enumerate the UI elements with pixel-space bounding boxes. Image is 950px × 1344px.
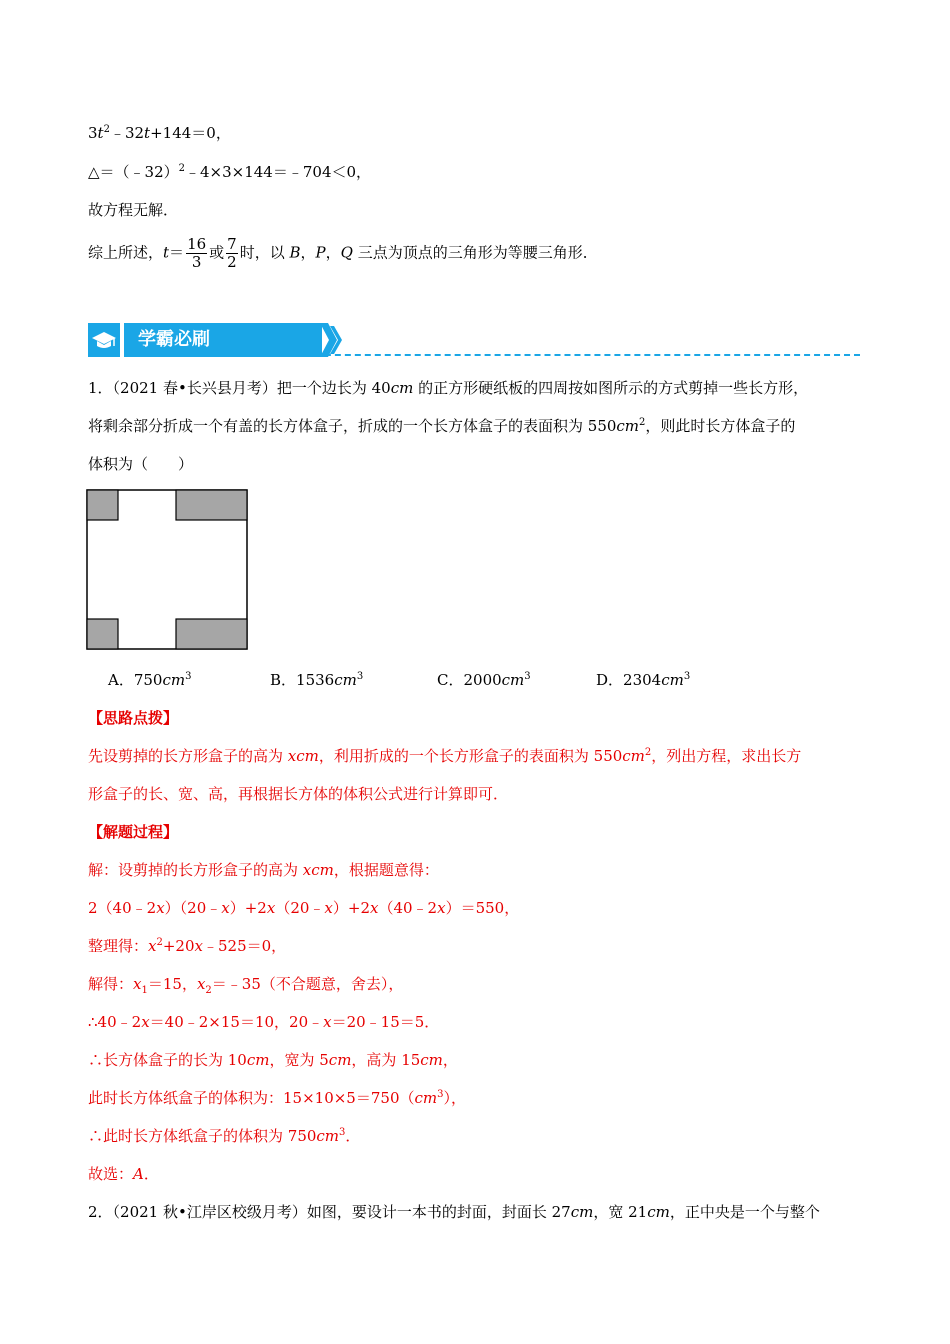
solution-line-6: ∴长方体盒子的长为 10cm，宽为 5cm，高为 15cm， [88,1051,458,1069]
cut-rect-top-left [87,490,118,520]
cut-rect-bottom-right [176,619,247,649]
question-1-line-2: 将剩余部分折成一个有盖的长方体盒子，折成的一个长方体盒子的表面积为 $550cm^2$，则此时长方体盒子的 [88,417,796,435]
graduation-cap-icon [88,323,120,357]
hint-line-2: 形盒子的长、宽、高，再根据长方体的体积公式进行计算即可． [88,785,509,803]
equation-line: $3t^2﹣32t+144=0$， [88,124,231,142]
solution-line-5: ∴40﹣2x＝40﹣2×15＝10，20﹣x＝20﹣15＝5． [88,1013,440,1031]
option-a[interactable]: A．$750cm^3$ [108,671,192,689]
question-2-line-1: 2．（2021 秋•江岸区校级月考）如图，要设计一本书的封面，封面长 27cm，宽 21cm，正中央是一个与整个 [88,1203,820,1221]
solution-line-4: 解得：$x_1=15$，$x_2=﹣35$（不合题意，舍去）， [88,975,404,996]
cardboard-cutout-figure [86,489,250,651]
fraction-7-2: $\frac{7}{2}$ [227,235,237,271]
banner-title: 学霸必刷 [124,323,322,357]
solution-line-9: 故选：A． [88,1165,159,1183]
question-1-line-1: 1．（2021 春•长兴县月考）把一个边长为 40cm 的正方形硬纸板的四周按如图所示的方式剪掉一些长方形， [88,379,809,397]
chevron-right-icon [320,323,346,357]
cut-rect-top-right [176,490,247,520]
banner-dashed-rule [255,354,860,356]
option-b[interactable]: B．$1536cm^3$ [270,671,364,689]
solution-line-1: 解：设剪掉的长方形盒子的高为 xcm，根据题意得： [88,861,439,879]
question-1-line-3: 体积为（ ） [88,455,194,473]
no-solution-line: 故方程无解． [88,201,179,219]
solution-line-7: 此时长方体纸盒子的体积为：$15\times 10\times 5=750(cm^3)$， [88,1089,467,1107]
hint-line-1: 先设剪掉的长方形盒子的高为 xcm，利用折成的一个长方形盒子的表面积为 $550cm^2$，列出方程，求出长方 [88,747,802,765]
discriminant-line: △＝（﹣32）$^2$﹣4×3×144＝﹣704＜0， [88,163,372,181]
fraction-16-3: $\frac{16}{3}$ [187,235,207,271]
solution-heading: 【解题过程】 [88,823,179,841]
summary-line: 综上所述，t＝ $\frac{16}{3}$ 或 $\frac{7}{2}$ 时，以 B，P，Q 三点为顶点的三角形为等腰三角形． [88,235,598,271]
option-d[interactable]: D．$2304cm^3$ [596,671,691,689]
option-c[interactable]: C．$2000cm^3$ [437,671,531,689]
cut-rect-bottom-left [87,619,118,649]
solution-line-2: 2（40﹣2x）（20﹣x）+2x（20﹣x）+2x（40﹣2x）＝550， [88,899,520,917]
solution-line-3: 整理得：$x^2+20x﹣525=0$， [88,937,287,955]
solution-line-8: ∴此时长方体纸盒子的体积为 $750cm^3$． [88,1127,361,1145]
hint-heading: 【思路点拨】 [88,709,179,727]
